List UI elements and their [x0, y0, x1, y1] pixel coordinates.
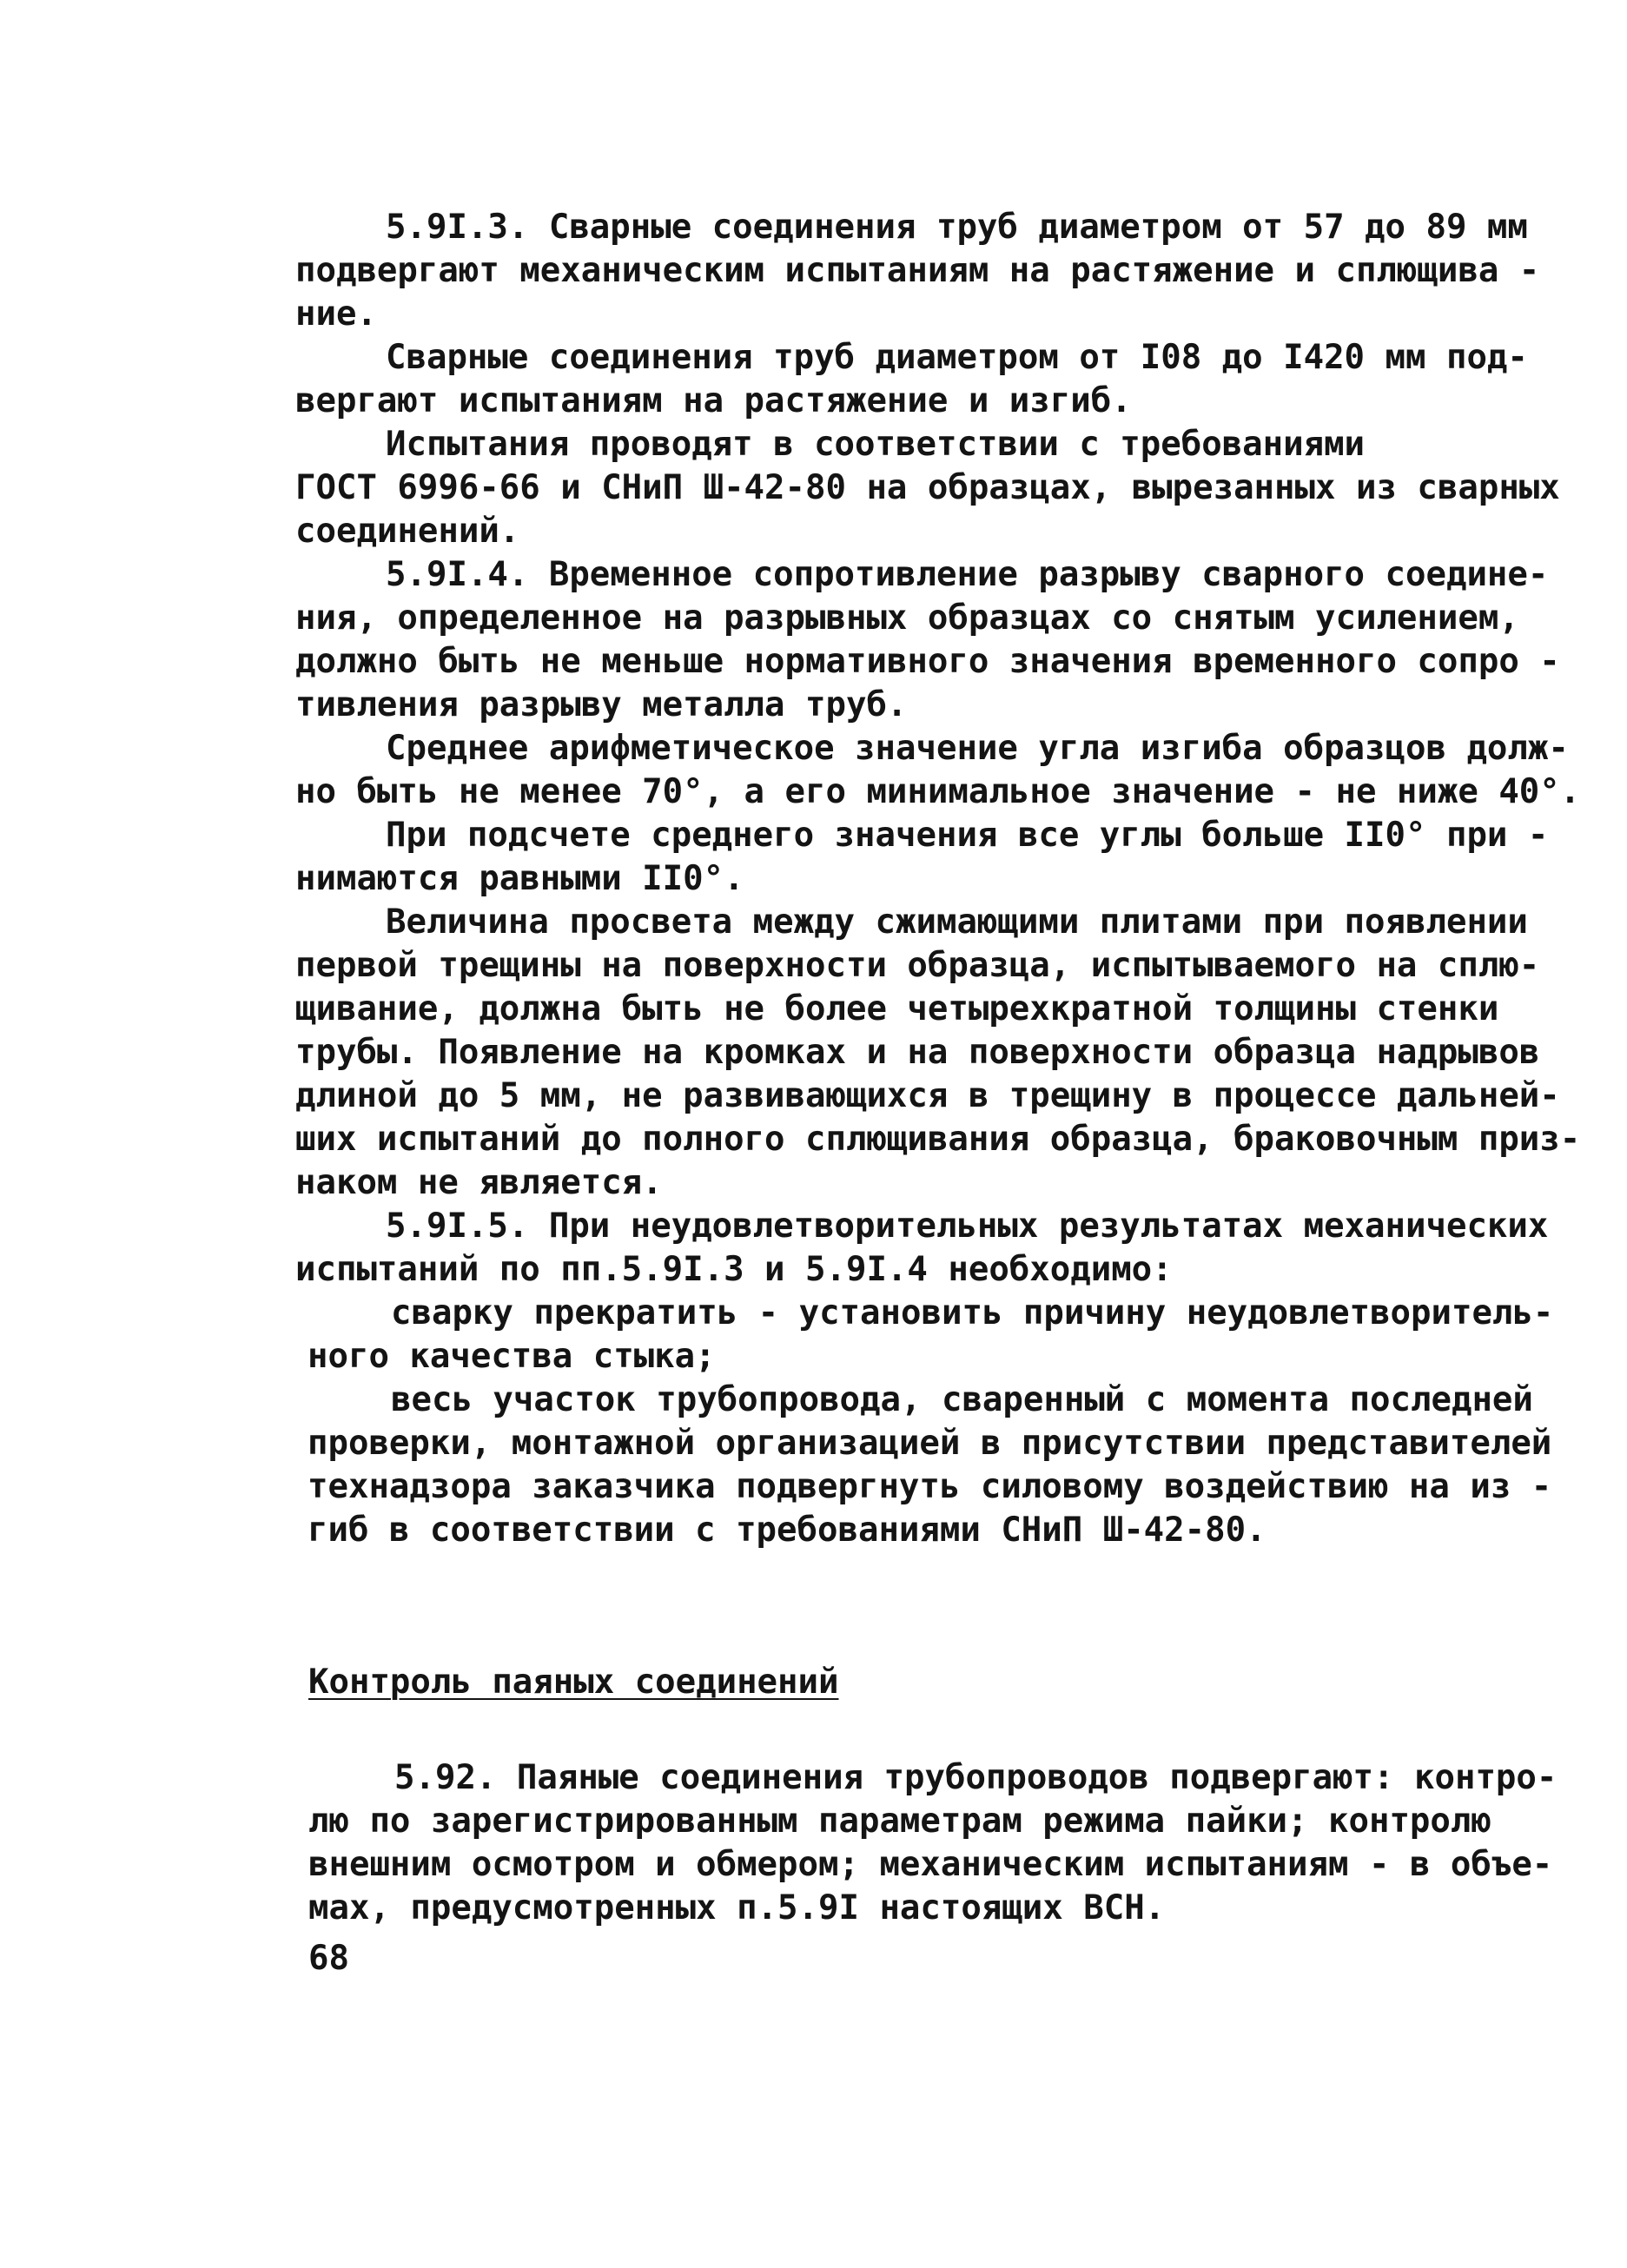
text-line: первой трещины на поверхности образца, испытываемого на сплю- [295, 946, 1540, 985]
text-line: тивления разрыву металла труб. [295, 685, 908, 724]
text-line: но быть не менее 70°, а его минимальное значение - не ниже 40°. [295, 772, 1581, 811]
text-line: ного качества стыка; [308, 1337, 716, 1376]
text-line: трубы. Появление на кромках и на поверхности образца надрывов [295, 1033, 1540, 1072]
text-line: сварку прекратить - установить причину неудовлетворитель- [391, 1293, 1554, 1332]
text-line: вергают испытаниям на растяжение и изгиб. [295, 381, 1132, 420]
text-line: должно быть не меньше нормативного значения временного сопро - [295, 642, 1560, 681]
text-line: Испытания проводят в соответствии с требованиями [386, 425, 1366, 464]
text-line: щивание, должна быть не более четырехкратной толщины стенки [295, 989, 1499, 1028]
text-line: внешним осмотром и обмером; механическим испытаниям - в объе- [308, 1845, 1553, 1884]
text-line: гиб в соответствии с требованиями СНиП Ш-42-80. [308, 1511, 1267, 1550]
text-line: подвергают механическим испытаниям на растяжение и сплющива - [295, 251, 1540, 290]
text-line: Величина просвета между сжимающими плитами при появлении [386, 903, 1528, 942]
text-line: Сварные соединения труб диаметром от I08 до I420 мм под- [386, 338, 1528, 377]
text-line: ГОСТ 6996-66 и СНиП Ш-42-80 на образцах, вырезанных из сварных [295, 468, 1560, 507]
text-line: испытаний по пп.5.9I.3 и 5.9I.4 необходимо: [295, 1250, 1173, 1289]
text-line: ние. [295, 294, 377, 334]
text-line: лю по зарегистрированным параметрам режима пайки; контролю [308, 1802, 1491, 1841]
text-line: 5.9I.4. Временное сопротивление разрыву сварного соедине- [386, 555, 1549, 594]
text-line: 5.9I.3. Сварные соединения труб диаметром от 57 до 89 мм [386, 208, 1528, 247]
text-line: весь участок трубопровода, сваренный с момента последней [391, 1380, 1533, 1419]
text-line: мах, предусмотренных п.5.9I настоящих ВСН. [308, 1888, 1166, 1927]
text-line: длиной до 5 мм, не развивающихся в трещину в процессе дальней- [295, 1076, 1560, 1115]
text-line: нимаются равными II0°. [295, 859, 744, 898]
text-line: 5.92. Паяные соединения трубопроводов подвергают: контро- [394, 1758, 1558, 1797]
text-line: наком не является. [295, 1163, 663, 1202]
text-line: ших испытаний до полного сплющивания образца, браковочным приз- [295, 1120, 1581, 1159]
text-line: При подсчете среднего значения все углы больше II0° при - [386, 816, 1549, 855]
section-heading: Контроль паяных соединений [308, 1663, 839, 1702]
text-line: технадзора заказчика подвергнуть силовому воздействию на из - [308, 1467, 1552, 1506]
text-line: ния, определенное на разрывных образцах со снятым усилением, [295, 598, 1519, 638]
page-number: 68 [308, 1939, 349, 1978]
text-line: соединений. [295, 512, 520, 551]
text-line: 5.9I.5. При неудовлетворительных результатах механических [386, 1207, 1549, 1246]
text-line: проверки, монтажной организацией в присутствии представителей [308, 1424, 1552, 1463]
text-line: Среднее арифметическое значение угла изгиба образцов долж- [386, 729, 1569, 768]
